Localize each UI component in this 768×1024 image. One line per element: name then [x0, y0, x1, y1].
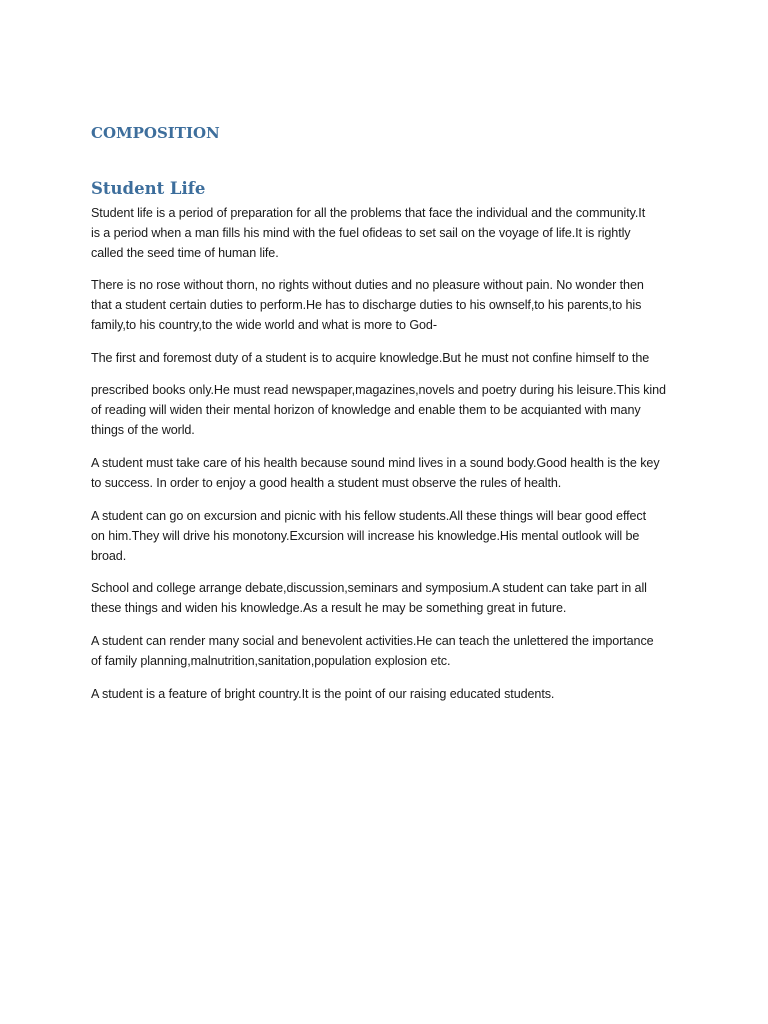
paragraph-line: that a student certain duties to perform.He has to discharge duties to his ownself,to his parents,to his	[91, 298, 642, 312]
document-title: COMPOSITION	[91, 124, 220, 142]
paragraph-line: called the seed time of human life.	[91, 246, 279, 260]
paragraph	[91, 348, 691, 368]
paragraph-line: A student can render many social and benevolent activities.He can teach the unlettered the importance	[91, 634, 654, 648]
paragraph-line: of family planning,malnutrition,sanitation,population explosion etc.	[91, 654, 451, 668]
paragraph	[91, 275, 691, 335]
paragraph	[91, 453, 691, 493]
paragraph-line: A student must take care of his health because sound mind lives in a sound body.Good health is the key	[91, 456, 660, 470]
paragraph	[91, 380, 691, 440]
paragraph-line: The first and foremost duty of a student is to acquire knowledge.But he must not confine himself to the	[91, 351, 650, 365]
paragraph-line: things of the world.	[91, 423, 195, 437]
paragraph-line: A student is a feature of bright country.It is the point of our raising educated students.	[91, 687, 555, 701]
paragraph-line: School and college arrange debate,discussion,seminars and symposium.A student can take part in all	[91, 581, 647, 595]
paragraph-line: There is no rose without thorn, no rights without duties and no pleasure without pain. No wonder then	[91, 278, 644, 292]
paragraph-line: prescribed books only.He must read newspaper,magazines,novels and poetry during his leisure.This kind	[91, 383, 666, 397]
paragraph-line: A student can go on excursion and picnic with his fellow students.All these things will bear good effect	[91, 509, 647, 523]
paragraph	[91, 578, 691, 618]
paragraph-line: of reading will widen their mental horizon of knowledge and enable them to be acquianted with many	[91, 403, 641, 417]
paragraph-line: to success. In order to enjoy a good health a student must observe the rules of health.	[91, 476, 562, 490]
paragraph	[91, 203, 691, 263]
paragraph-line: broad.	[91, 549, 127, 563]
paragraph	[91, 506, 691, 566]
paragraph	[91, 631, 691, 671]
paragraph-line: Student life is a period of preparation for all the problems that face the individual and the community.It	[91, 206, 646, 220]
paragraph	[91, 684, 691, 704]
paragraph-line: family,to his country,to the wide world and what is more to God-	[91, 318, 437, 332]
paragraph-line: is a period when a man fills his mind with the fuel ofideas to set sail on the voyage of life.It is rightly	[91, 226, 631, 240]
paragraph-line: on him.They will drive his monotony.Excursion will increase his knowledge.His mental outlook will be	[91, 529, 640, 543]
paragraph-line: these things and widen his knowledge.As a result he may be something great in future.	[91, 601, 567, 615]
document-subtitle: Student Life	[91, 179, 206, 198]
